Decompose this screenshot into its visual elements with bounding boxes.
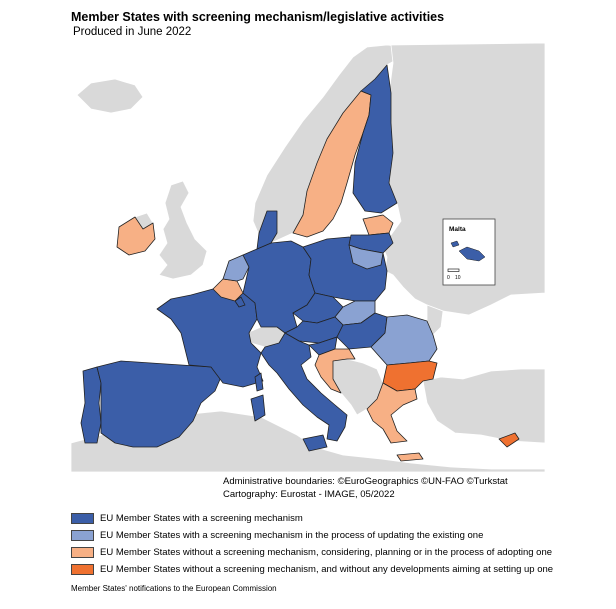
legend-item-without — [71, 561, 553, 578]
legend-label: EU Member States without a screening mechanism, considering, planning or in the process of adopting one — [100, 547, 553, 558]
legend-item-screening — [71, 510, 553, 527]
map-title: Member States with screening mechanism/legislative activities — [71, 10, 445, 24]
map-legend — [71, 510, 553, 578]
region-estonia — [363, 215, 393, 235]
legend-swatch — [71, 530, 94, 541]
turkey — [423, 369, 545, 443]
malta-inset — [443, 219, 495, 285]
map-canvas — [71, 43, 545, 472]
malta-inset-label: Malta — [449, 226, 466, 233]
legend-swatch — [71, 547, 94, 558]
legend-item-considering — [71, 544, 553, 561]
malta-scale-start: 0 — [447, 275, 450, 281]
region-portugal — [81, 367, 101, 443]
legend-label: EU Member States with a screening mechanism in the process of updating the existing one — [100, 530, 484, 541]
great-britain — [159, 181, 207, 279]
legend-label: EU Member States without a screening mechanism, and without any developments aiming at setting up one — [100, 564, 554, 575]
malta-scale-bar — [448, 269, 459, 272]
map-subtitle: Produced in June 2022 — [73, 26, 192, 38]
iceland — [77, 79, 143, 113]
map-source: Member States' notifications to the European Commission — [71, 584, 277, 593]
credits-cartography: Cartography: Eurostat - IMAGE, 05/2022 — [223, 488, 395, 500]
credits-boundaries: Administrative boundaries: ©EuroGeographics ©UN-FAO ©Turkstat — [223, 476, 508, 487]
legend-item-updating — [71, 527, 553, 544]
europe-map — [71, 43, 545, 472]
region-crete — [397, 453, 423, 461]
legend-label: EU Member States with a screening mechanism — [100, 513, 303, 524]
map-credits — [223, 476, 508, 501]
legend-swatch — [71, 564, 94, 575]
malta-scale-end: 10 — [455, 275, 461, 281]
legend-swatch — [71, 513, 94, 524]
